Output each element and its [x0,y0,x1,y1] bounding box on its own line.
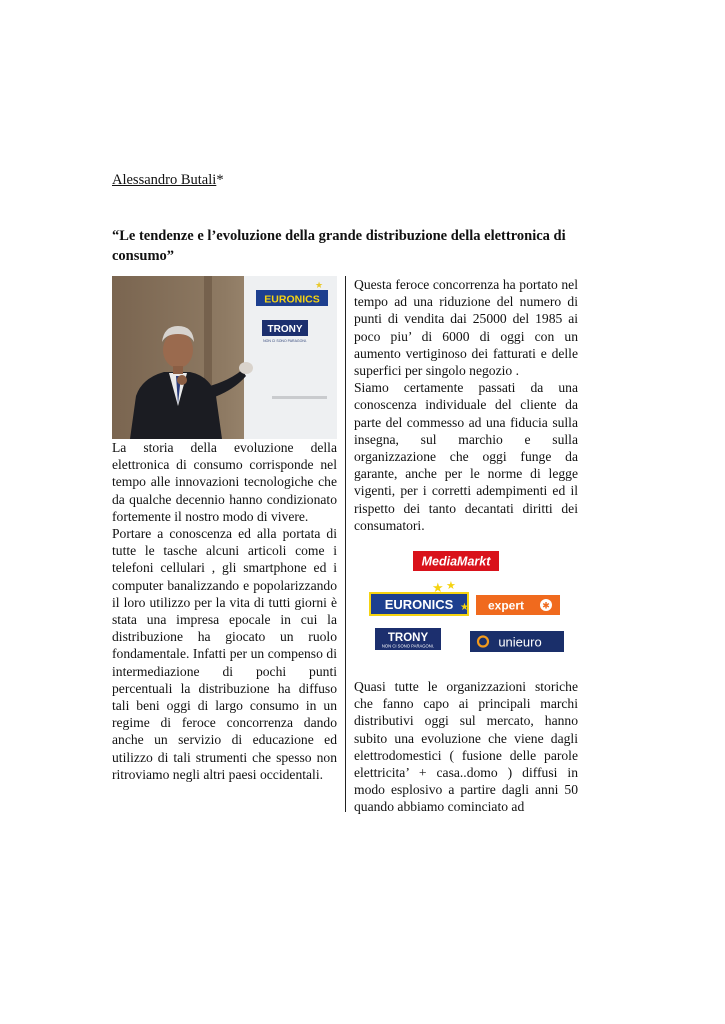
expert-logo-text: expert [487,598,525,613]
author-line [112,172,224,189]
trony-logo-text: TRONY [387,632,429,644]
author-mark: * [216,172,224,188]
article-title: “Le tendenze e l’evoluzione della grande distribuzione della elettronica di consumo” [112,228,566,264]
euronics-logo-text: EURONICS [384,597,454,612]
retailer-logos [366,548,566,658]
euronics-star-icon: ★ [446,579,456,592]
euronics-star-icon: ★ [432,581,444,596]
right-paragraph-1: Questa feroce concorrenza ha portato nel tempo ad una riduzione del numero di punti di vendita dai 25000 del 1985 ai poco piu’ di 6000 di oggi con un aumento vertiginoso dei fatturati e delle superfici per singolo negozio . [354,277,578,379]
trony-logo-tagline: NON CI SONO PARAGONI. [381,643,435,649]
screen-logo-trony-tagline: NON CI SONO PARAGONI. [263,339,307,343]
retailer-logos-illustration [366,548,566,658]
column-divider [345,276,346,812]
left-column [112,276,337,783]
svg-text:★: ★ [315,281,324,291]
speaker-photo-illustration [112,276,337,439]
euronics-star-icon: ★ [460,602,469,613]
right-paragraph-2: Siamo certamente passati da una conoscenza individuale del cliente da parte del commesso ad una fiducia sulla insegna, sul marchio e sulla organizzazione che oggi funge da garante, anche per le norme di legge vigenti, per i corretti adempimenti ed il rispetto dei tanto decantati diritti dei consumatori. [354,380,578,533]
screen-logo-euronics: EURONICS [264,293,320,306]
svg-text:✱: ✱ [542,601,550,612]
right-column-lower [354,678,578,816]
speaker-photo [112,276,337,439]
author-name: Alessandro Butali [112,172,217,188]
screen-logo-trony: TRONY [267,324,303,335]
left-paragraph-2: Portare a conoscenza ed alla portata di tutte le tasche alcuni articoli come i telefoni cellulari , gli smartphone ed i computer banalizzando e popolarizzando il loro utilizzo per la vita di tutti giorni è stata una impresa epocale in cui la distribuzione ha giocato un ruolo fondamentale. Infatti per un compenso di intermediazione di pochi punti percentuali la distribuzione ha diffuso tali beni oggi di largo consumo in un regime di feroce concorrenza dando anche un servizio di educazione ed utilizzo di tali strumenti che spesso non ritroviamo negli altri paesi occidentali. [112,526,337,782]
right-column [354,276,578,534]
mediamarkt-logo-text: MediaMarkt [421,554,491,569]
right-paragraph-3: Quasi tutte le organizzazioni storiche che fanno capo ai principali marchi distributivi oggi sul mercato, hanno subito una evoluzione che viene dagli elettrodomestici ( fusione delle parole elettricita’ + casa..domo ) diffusi in modo esplosivo a partire dagli anni 50 quando abbiamo cominciato ad [354,679,578,815]
unieuro-logo-text: unieuro [498,634,542,650]
left-paragraph-1: La storia della evoluzione della elettronica di consumo corrisponde nel tempo alle innovazioni tecnologiche che da qualche decennio hanno condizionato fortemente il nostro modo di vivere. [112,440,337,524]
